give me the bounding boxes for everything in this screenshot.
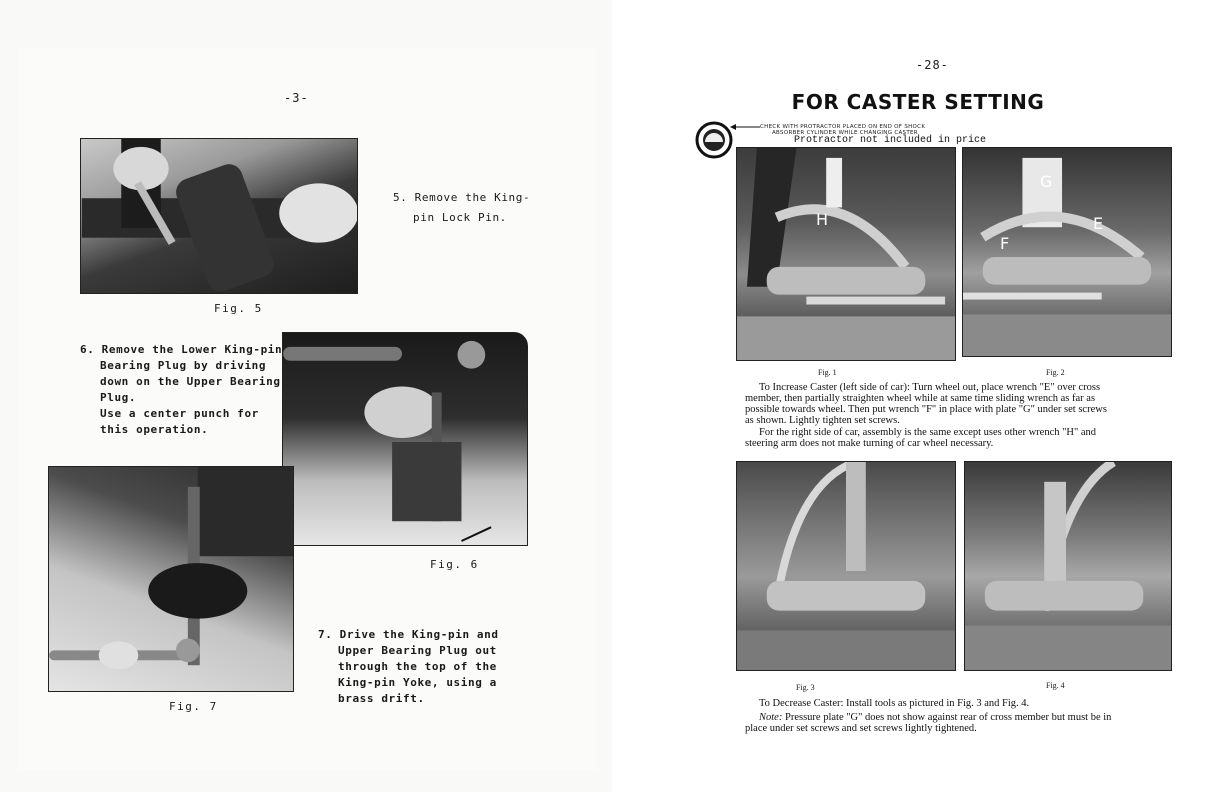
callout-note: Protractor not included in price bbox=[794, 135, 987, 146]
page-number-left: -3- bbox=[284, 91, 309, 105]
label-f: F bbox=[1000, 234, 1010, 253]
para4-line1: Pressure plate "G" does not show against rear of cross member but must be in bbox=[785, 712, 1112, 723]
para1-line2: member, then partially straighten wheel while at same time sliding wrench as far as bbox=[745, 393, 1096, 404]
step6-line6: this operation. bbox=[100, 423, 209, 436]
para2-line1: For the right side of car, assembly is the same except uses other wrench "H" and bbox=[759, 427, 1097, 438]
callout-line2: ABSORBER CYLINDER WHILE CHANGING CASTER bbox=[772, 130, 918, 136]
fig6-illustration bbox=[283, 333, 527, 545]
fig7-photo bbox=[48, 466, 294, 692]
fig3-caption: Fig. 3 bbox=[796, 683, 815, 692]
step6-line2: Bearing Plug by driving bbox=[100, 359, 267, 372]
fig2-illustration bbox=[963, 148, 1171, 356]
right-page bbox=[612, 0, 1224, 792]
label-g: G bbox=[1040, 172, 1053, 191]
fig2-photo bbox=[962, 147, 1172, 357]
fig4-photo bbox=[964, 461, 1172, 671]
para4-line2: place under set screws and set screws lightly tightened. bbox=[745, 723, 977, 734]
page-number-right: -28- bbox=[916, 58, 949, 72]
para4-label: Note: bbox=[759, 712, 783, 723]
step6-line1: 6. Remove the Lower King-pin bbox=[80, 343, 283, 356]
label-h: H bbox=[816, 210, 829, 229]
para1-line3: possible towards wheel. Then put wrench "F" in place with plate "G" under set screws bbox=[745, 404, 1107, 415]
label-e: E bbox=[1093, 214, 1104, 233]
step7-line4: King-pin Yoke, using a bbox=[338, 676, 497, 689]
step7-line2: Upper Bearing Plug out bbox=[338, 644, 497, 657]
fig7-caption: Fig. 7 bbox=[169, 700, 218, 713]
step5-line1: 5. Remove the King- bbox=[393, 191, 531, 204]
step7-line1: 7. Drive the King-pin and bbox=[318, 628, 499, 641]
fig5-caption: Fig. 5 bbox=[214, 302, 263, 315]
fig6-photo bbox=[282, 332, 528, 546]
para1-line1: To Increase Caster (left side of car): Turn wheel out, place wrench "E" over cross bbox=[759, 382, 1101, 393]
step6-line5: Use a center punch for bbox=[100, 407, 259, 420]
fig6-caption: Fig. 6 bbox=[430, 558, 479, 571]
para2-line2: steering arm does not make turning of car wheel necessary. bbox=[745, 438, 994, 449]
step6-line3: down on the Upper Bearing bbox=[100, 375, 281, 388]
callout-arrow-icon bbox=[730, 122, 760, 132]
fig1-illustration bbox=[737, 148, 955, 360]
para1-line4: as shown. Lightly tighten set screws. bbox=[745, 415, 900, 426]
callout-line1: CHECK WITH PROTRACTOR PLACED ON END OF SHOCK bbox=[760, 124, 926, 130]
fig4-caption: Fig. 4 bbox=[1046, 681, 1065, 690]
fig2-caption: Fig. 2 bbox=[1046, 368, 1065, 377]
step6-line4: Plug. bbox=[100, 391, 137, 404]
para3: To Decrease Caster: Install tools as pictured in Fig. 3 and Fig. 4. bbox=[759, 698, 1030, 709]
fig5-photo bbox=[80, 138, 358, 294]
step7-line5: brass drift. bbox=[338, 692, 425, 705]
page-title: FOR CASTER SETTING bbox=[791, 90, 1045, 114]
fig4-illustration bbox=[965, 462, 1171, 670]
step5-line2: pin Lock Pin. bbox=[413, 211, 507, 224]
step7-line3: through the top of the bbox=[338, 660, 497, 673]
fig5-illustration bbox=[81, 139, 357, 293]
fig1-photo bbox=[736, 147, 956, 361]
fig3-illustration bbox=[737, 462, 955, 670]
fig7-illustration bbox=[49, 467, 293, 691]
protractor-icon bbox=[694, 120, 734, 160]
fig3-photo bbox=[736, 461, 956, 671]
fig1-caption: Fig. 1 bbox=[818, 368, 837, 377]
